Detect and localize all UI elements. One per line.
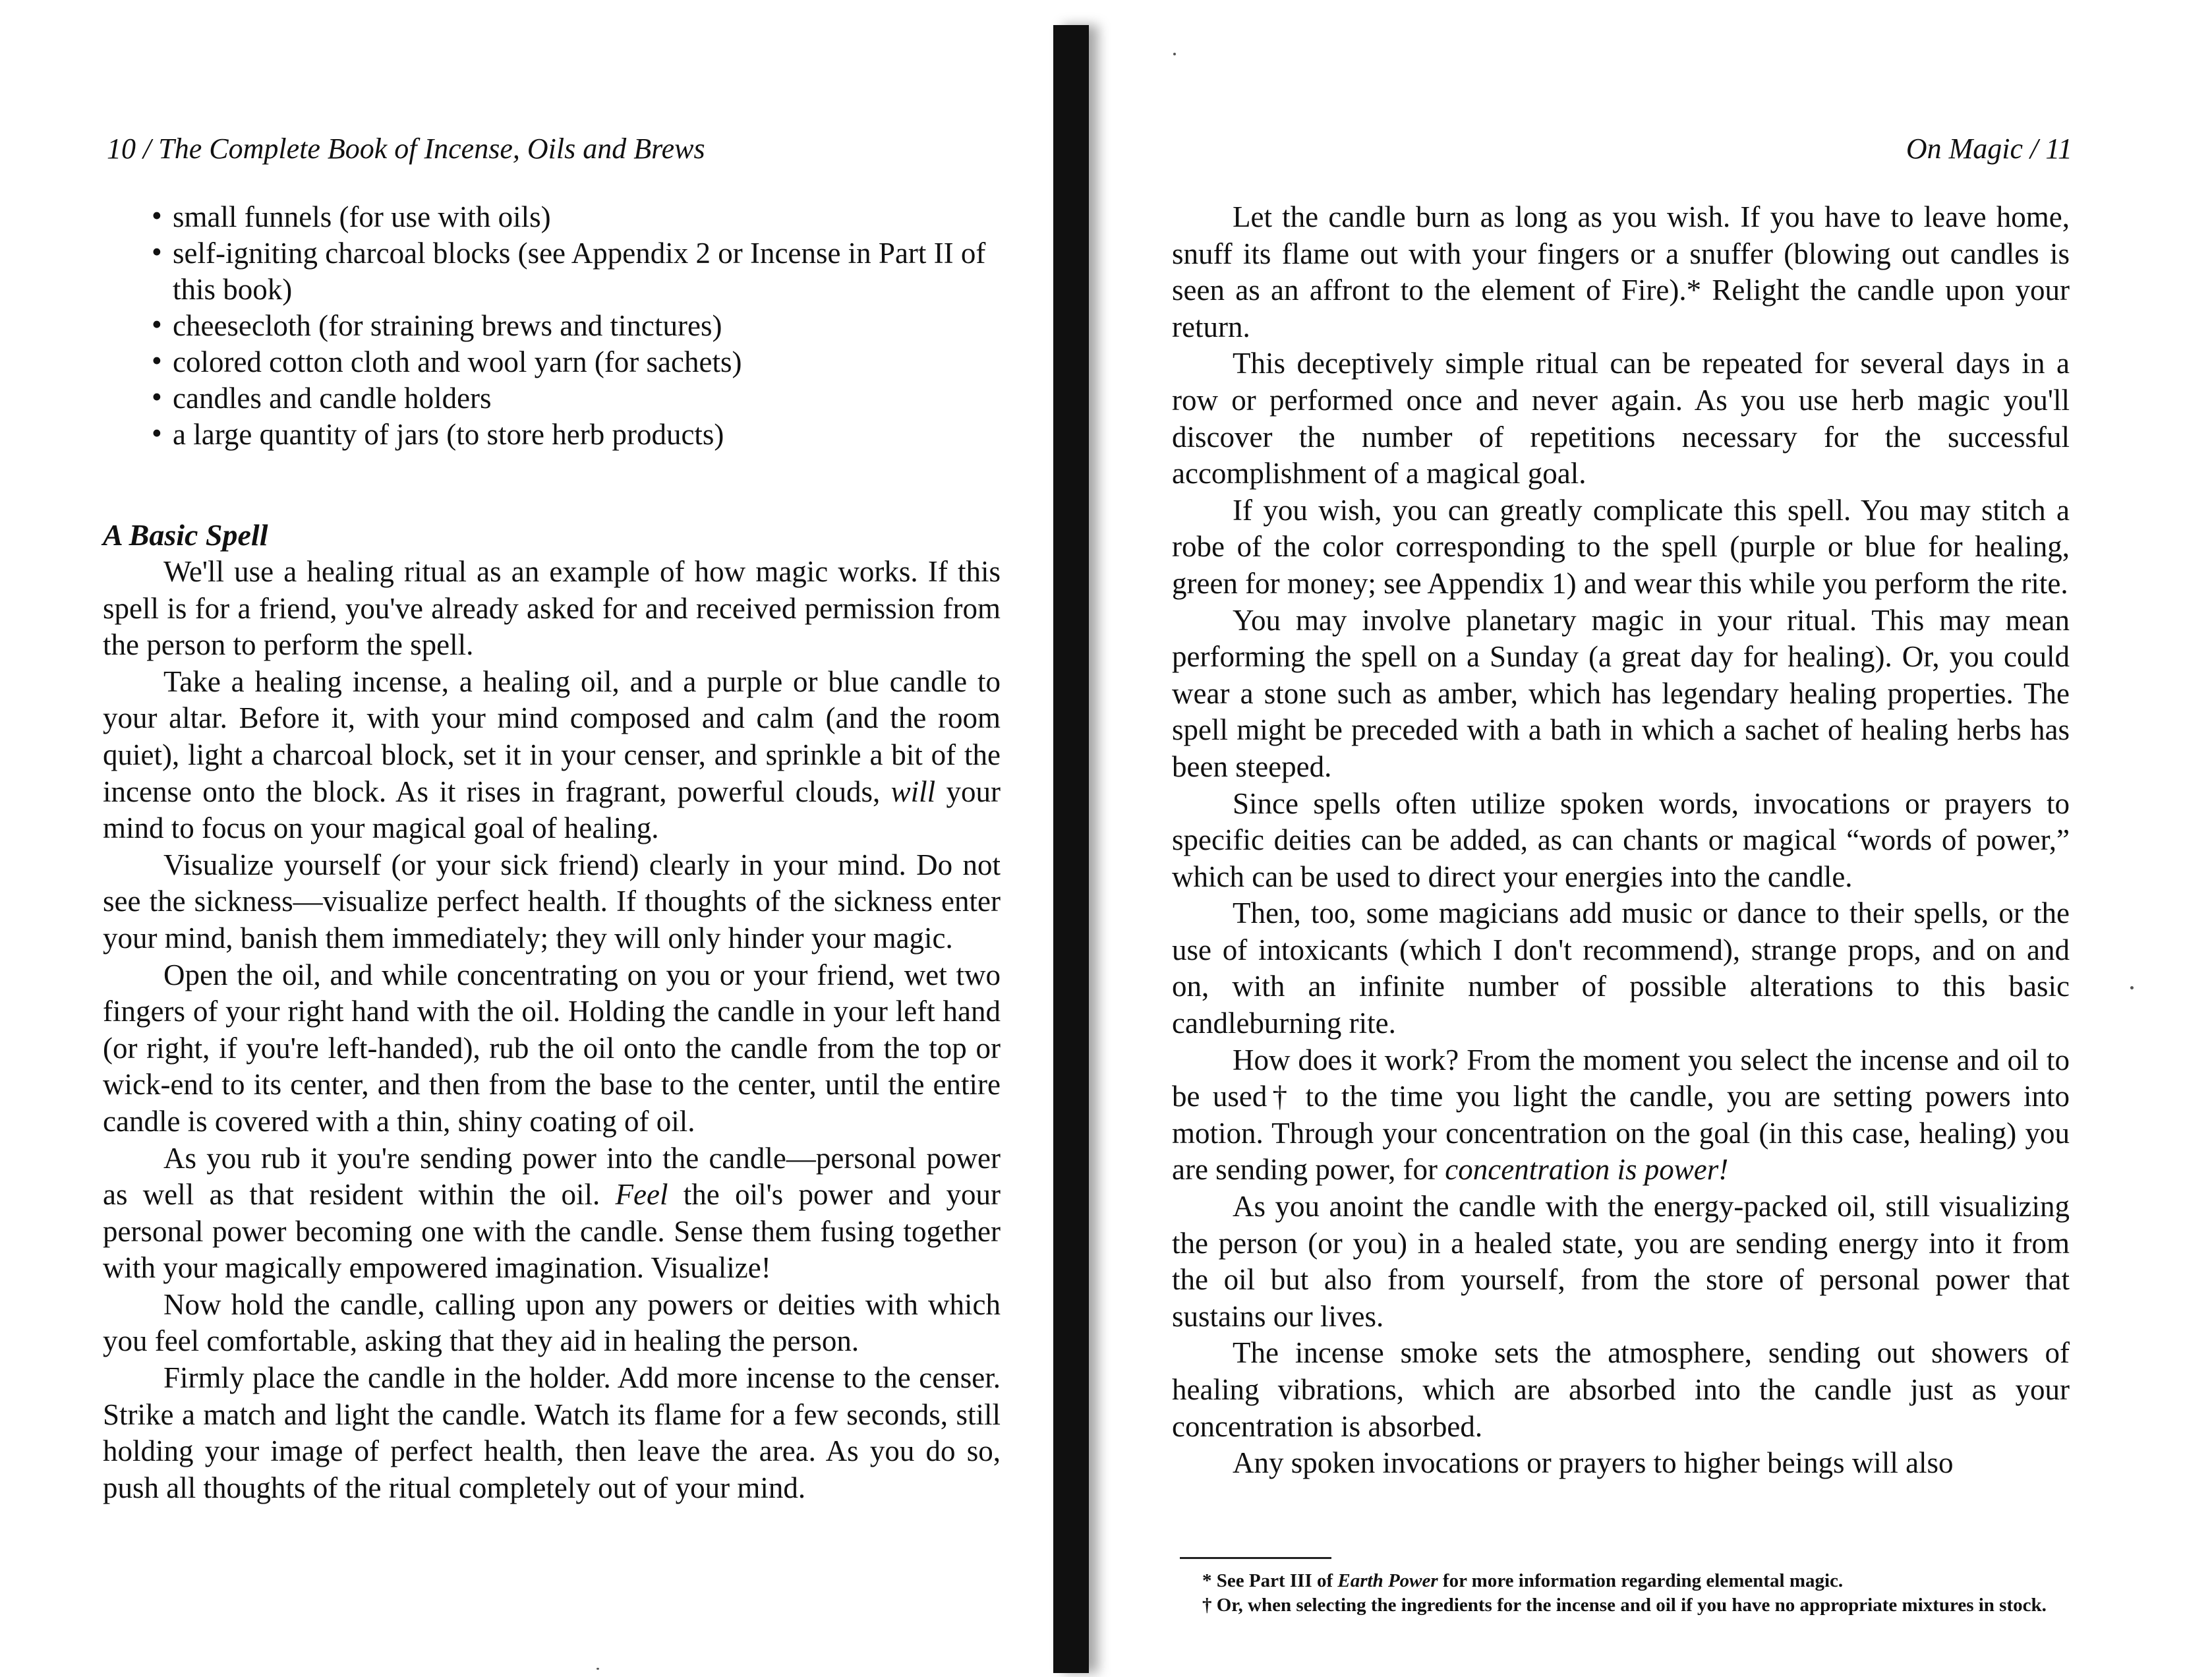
footnotes — [1172, 1569, 2070, 1618]
paragraph: Since spells often utilize spoken words, invocations or prayers to specific deities can be added, as can chants or magical “words of power,” which can be used to direct your energies into the candle. — [1172, 786, 2070, 893]
footnote-divider — [1180, 1557, 1331, 1559]
paragraph: Firmly place the candle in the holder. Add more incense to the censer. Strike a match and light the candle. Watch its flame for a few seconds, still holding your image of perfect health, then leave the area. As you do so, push all thoughts of the ritual completely out of your mind. — [103, 1361, 1001, 1504]
list-item: • small funnels (for use with oils) — [152, 199, 551, 233]
bullet-icon: • — [152, 235, 162, 268]
paragraph: You may involve planetary magic in your ritual. This may mean performing the spell on a Sunday (a great day for healing). Or, you could wear a stone such as amber, which has legendary healing properties. The spell might be preceded with a bath in which a sachet of healing herbs has been steeped. — [1172, 603, 2070, 783]
bullet-icon: • — [152, 199, 162, 232]
right-running-head: On Magic / 11 — [1906, 132, 2072, 165]
right-body-text — [1172, 199, 2070, 1482]
book-title: Earth Power — [1337, 1570, 1438, 1591]
paragraph: How does it work? From the moment you select the incense and oil to be used† to the time you light the candle, you are setting powers into motion. Through your concentration on the goal (in this case, healing) you are sending power, for concentration is power! — [1172, 1043, 2070, 1187]
paragraph: Open the oil, and while concentrating on you or your friend, wet two fingers of your right hand with the oil. Holding the candle in your left hand (or right, if you're left-handed), rub the oil onto the candle from the top or wick-end to its center, and then from the base to the center, until the entire candle is covered with a thin, shiny coating of oil. — [103, 958, 1001, 1138]
list-item: • cheesecloth (for straining brews and tinctures) — [152, 308, 722, 342]
list-item: • a large quantity of jars (to store herb products) — [152, 417, 724, 451]
bullet-icon: • — [152, 417, 162, 450]
paragraph: Now hold the candle, calling upon any powers or deities with which you feel comfortable, asking that they aid in healing the person. — [103, 1287, 1001, 1358]
scan-speck — [1173, 53, 1176, 55]
paragraph: As you anoint the candle with the energy-packed oil, still visualizing the person (or you) in a healed state, you are sending energy into it from the oil but also from yourself, from the store of personal power that sustains our lives. — [1172, 1190, 2070, 1333]
footnote: † Or, when selecting the ingredients for the incense and oil if you have no appropriate mixtures in stock. — [1202, 1595, 2047, 1616]
bullet-icon: • — [152, 308, 162, 341]
paragraph: The incense smoke sets the atmosphere, sending out showers of healing vibrations, which are absorbed into the candle just as your concentration is absorbed. — [1172, 1336, 2070, 1443]
left-body-text — [103, 554, 1001, 1506]
section-heading: A Basic Spell — [103, 518, 268, 552]
paragraph: Visualize yourself (or your sick friend) clearly in your mind. Do not see the sickness—visualize perfect health. If thoughts of the sickness enter your mind, banish them immediately; they will only hinder your magic. — [103, 848, 1001, 955]
supplies-list — [152, 199, 1022, 453]
scan-speck — [597, 1668, 599, 1670]
footnote: * See Part III of Earth Power for more information regarding elemental magic. — [1202, 1570, 1844, 1591]
list-item: • candles and candle holders — [152, 380, 492, 415]
bullet-icon: • — [152, 344, 162, 377]
paragraph: Let the candle burn as long as you wish. If you have to leave home, snuff its flame out with your fingers or a snuffer (blowing out candles is seen as an affront to the element of Fire).* Relight the candle upon your return. — [1172, 200, 2070, 343]
paragraph: We'll use a healing ritual as an example of how magic works. If this spell is for a friend, you've already asked for and received permission from the person to perform the spell. — [103, 555, 1001, 662]
left-running-head: 10 / The Complete Book of Incense, Oils and Brews — [107, 132, 705, 165]
emphasis: Feel — [615, 1178, 668, 1212]
book-gutter-shadow — [1053, 25, 1089, 1673]
paragraph: Any spoken invocations or prayers to higher beings will also — [1233, 1446, 1954, 1480]
paragraph: If you wish, you can greatly complicate this spell. You may stitch a robe of the color corresponding to the spell (purple or blue for healing, green for money; see Appendix 1) and wear this while you perform the rite. — [1172, 493, 2070, 600]
left-page — [0, 0, 1055, 1677]
list-item: • colored cotton cloth and wool yarn (for sachets) — [152, 344, 742, 378]
right-page — [1107, 0, 2212, 1677]
list-item: • self-igniting charcoal blocks (see Appendix 2 or Incense in Part II of this book) — [152, 235, 986, 306]
paragraph: This deceptively simple ritual can be repeated for several days in a row or performed once and never again. As you use herb magic you'll discover the number of repetitions necessary for the successful accomplishment of a magical goal. — [1172, 347, 2070, 490]
paragraph: Then, too, some magicians add music or dance to their spells, or the use of intoxicants (which I don't recommend), strange props, and on and on, with an infinite number of possible alterations to this basic candleburning rite. — [1172, 897, 2070, 1040]
emphasis: will — [890, 775, 936, 808]
scan-speck — [2130, 986, 2134, 989]
emphasis: concentration is power! — [1445, 1153, 1729, 1187]
bullet-icon: • — [152, 380, 162, 413]
paragraph: Take a healing incense, a healing oil, and a purple or blue candle to your altar. Before it, with your mind composed and calm (and the room quiet), light a charcoal block, set it in your censer, and sprinkle a bit of the incense onto the block. As it rises in fragrant, powerful clouds, will your mind to focus on your magical goal of healing. — [103, 664, 1001, 845]
paragraph: As you rub it you're sending power into the candle—personal power as well as that resident within the oil. Feel the oil's power and your personal power becoming one with the candle. Sense them fusing together with your magically empowered imagination. Visualize! — [103, 1141, 1001, 1285]
